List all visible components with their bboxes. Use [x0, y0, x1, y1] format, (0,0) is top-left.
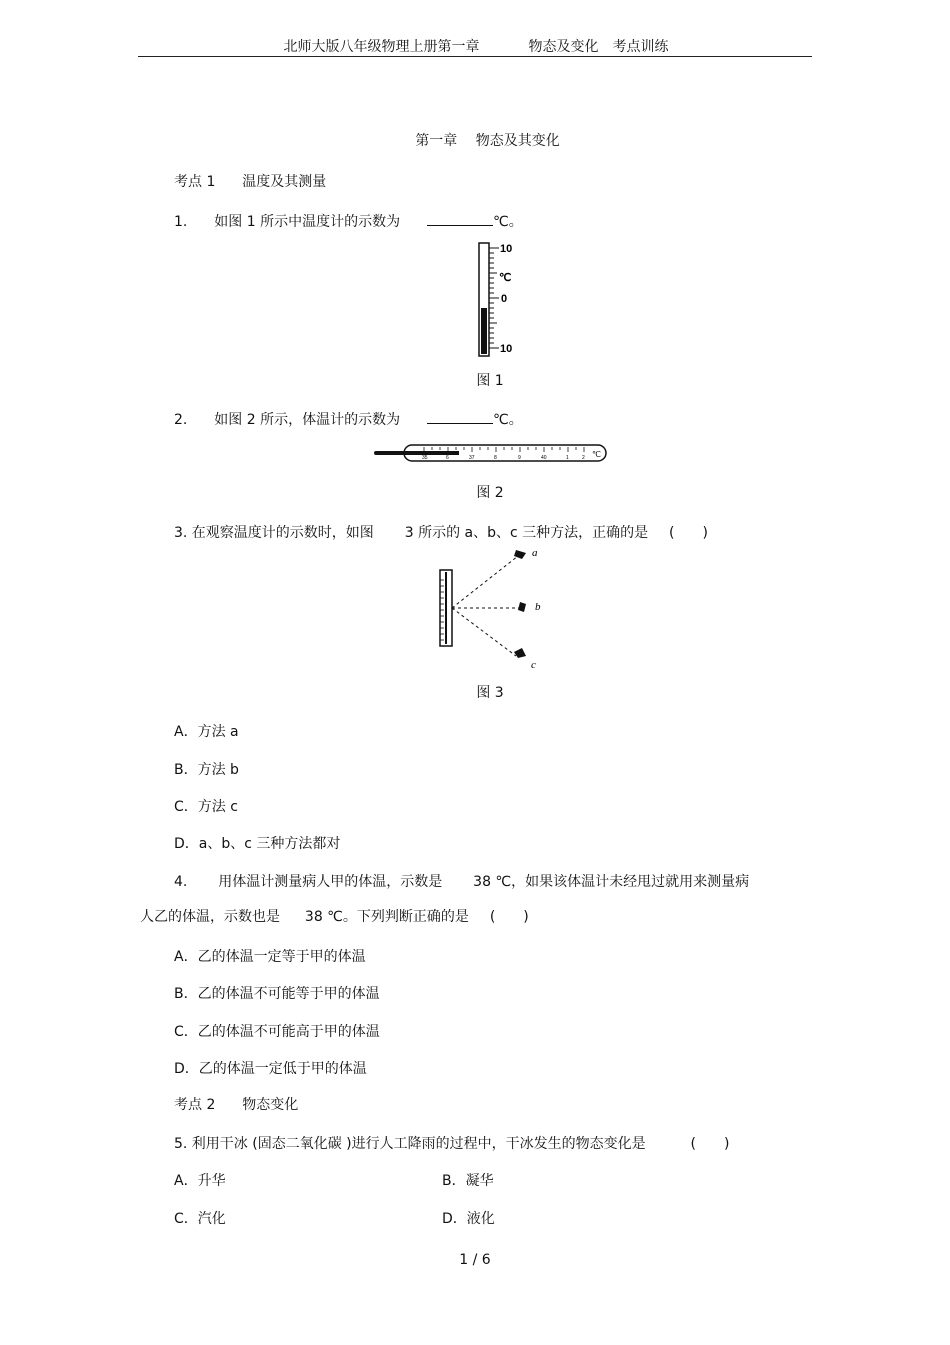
question-1	[174, 211, 523, 231]
section-2-label: 考点 2	[174, 1097, 216, 1113]
q4-number: 4.	[174, 874, 188, 890]
q4-option-b[interactable]: B．乙的体温不可能等于甲的体温	[174, 986, 380, 1002]
clinical-thermometer-scale	[424, 447, 584, 452]
q1-answer-blank[interactable]	[427, 213, 493, 226]
clinical-tick-label: 40	[541, 455, 547, 461]
header-rule	[138, 56, 812, 57]
figure-2-caption: 图 2	[476, 485, 504, 501]
clinical-tick-label: 6	[446, 455, 449, 461]
section-2-heading	[174, 1094, 298, 1114]
thermometer-unit-label: ℃	[499, 272, 512, 284]
q4-line1b: 38 ℃，如果该体温计未经甩过就用来测量病	[473, 874, 750, 890]
eye-b-icon	[518, 602, 526, 612]
question-5	[174, 1133, 729, 1153]
figure-1-thermometer	[468, 240, 528, 360]
q2-number: 2.	[174, 412, 188, 428]
header-left: 北师大版八年级物理上册第一章	[283, 39, 480, 55]
clinical-tick-label: 1	[566, 455, 569, 461]
q3-option-d[interactable]: D．a、b、c 三种方法都对	[174, 836, 341, 852]
eye-c-icon	[514, 648, 526, 658]
fig3-label-a: a	[532, 547, 538, 559]
clinical-tick-label: 2	[582, 455, 585, 461]
figure-2-clinical-thermometer	[374, 443, 610, 465]
figure-3-caption: 图 3	[476, 685, 504, 701]
thermometer-label-zero: 0	[501, 293, 508, 305]
q2-answer-blank[interactable]	[427, 411, 493, 424]
question-4-line-2	[140, 906, 529, 926]
section-2-title: 物态变化	[242, 1097, 299, 1113]
clinical-thermometer-bulb	[374, 451, 406, 455]
question-3	[174, 522, 708, 542]
q4-line2b: 38 ℃。下列判断正确的是	[304, 909, 469, 925]
q3-answer-paren[interactable]: ( )	[669, 525, 708, 541]
fig3-label-b: b	[535, 601, 541, 613]
q1-text: 如图 1 所示中温度计的示数为	[214, 214, 401, 230]
section-1-title: 温度及其测量	[242, 174, 327, 190]
q5-option-b[interactable]: B．凝华	[442, 1173, 494, 1189]
question-4-line-1	[174, 871, 749, 891]
q2-text: 如图 2 所示，体温计的示数为	[214, 412, 401, 428]
q5-option-d[interactable]: D．液化	[442, 1211, 495, 1227]
thermometer-scale	[489, 248, 499, 348]
section-1-label: 考点 1	[174, 174, 216, 190]
clinical-unit-label: ℃	[592, 450, 601, 459]
figure-1-caption: 图 1	[476, 373, 504, 389]
section-1-heading	[174, 171, 326, 191]
q3-stem: 3. 在观察温度计的示数时，如图	[174, 525, 374, 541]
thermometer-liquid-column	[481, 308, 487, 354]
q4-line2a: 人乙的体温，示数也是	[140, 909, 280, 925]
page-number: 1 / 6	[459, 1252, 491, 1268]
header-right: 物态及变化 考点训练	[528, 39, 669, 55]
chapter-title: 第一章 物态及其变化	[415, 133, 560, 149]
question-2	[174, 409, 523, 429]
clinical-tick-label: 8	[494, 455, 497, 461]
q3-option-b[interactable]: B．方法 b	[174, 762, 239, 778]
q3-option-a[interactable]: A．方法 a	[174, 724, 239, 740]
thermometer-label-bottom: 10	[500, 343, 513, 355]
clinical-thermometer-tick-labels	[422, 455, 585, 461]
q2-unit: ℃。	[492, 412, 523, 428]
q1-number: 1.	[174, 214, 188, 230]
eye-a-icon	[514, 550, 526, 559]
clinical-tick-label: 37	[469, 455, 475, 461]
sight-line-a	[452, 556, 518, 608]
fig3-sight-lines	[452, 556, 520, 656]
q4-option-c[interactable]: C．乙的体温不可能高于甲的体温	[174, 1024, 380, 1040]
q1-unit: ℃。	[492, 214, 523, 230]
running-header	[140, 36, 812, 56]
q5-stem: 5. 利用干冰 (固态二氧化碳 )进行人工降雨的过程中，干冰发生的物态变化是	[174, 1136, 646, 1152]
fig3-label-c: c	[531, 659, 536, 671]
q4-line1a: 用体温计测量病人甲的体温，示数是	[218, 874, 443, 890]
q3-option-c[interactable]: C．方法 c	[174, 799, 238, 815]
fig3-eyes	[514, 550, 526, 658]
thermometer-label-top: 10	[500, 243, 513, 255]
q5-option-a[interactable]: A．升华	[174, 1173, 226, 1189]
clinical-thermometer-mercury	[404, 451, 459, 455]
sight-line-c	[452, 608, 516, 656]
figure-3-viewing-angles	[436, 546, 546, 674]
q3-stem-2: 3 所示的 a、b、c 三种方法，正确的是	[404, 525, 649, 541]
q4-option-a[interactable]: A．乙的体温一定等于甲的体温	[174, 949, 366, 965]
q5-answer-paren[interactable]: ( )	[690, 1136, 730, 1152]
q4-option-d[interactable]: D．乙的体温一定低于甲的体温	[174, 1061, 367, 1077]
clinical-tick-label: 35	[422, 455, 428, 461]
q4-answer-paren[interactable]: ( )	[489, 909, 529, 925]
fig3-labels	[531, 547, 541, 671]
q5-option-c[interactable]: C．汽化	[174, 1211, 226, 1227]
clinical-tick-label: 9	[518, 455, 521, 461]
